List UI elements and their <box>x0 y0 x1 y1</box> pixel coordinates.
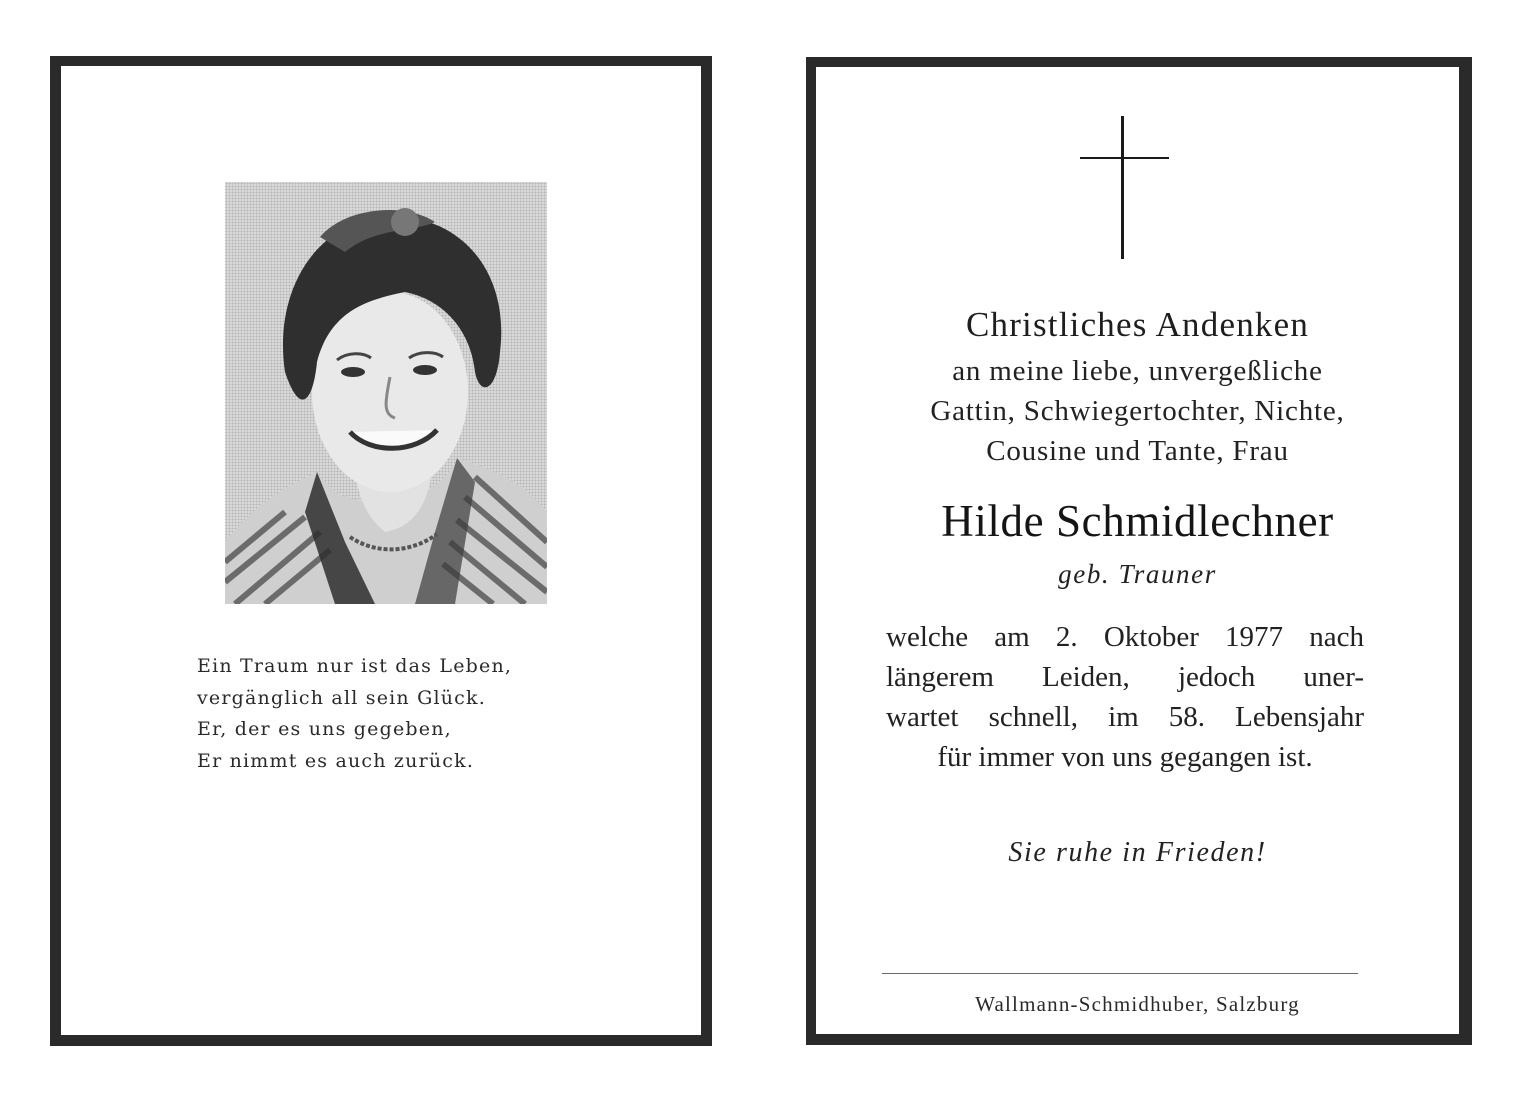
intro-line: Cousine und Tante, Frau <box>986 435 1289 467</box>
divider <box>882 973 1358 974</box>
poem-line: Er nimmt es auch zurück. <box>197 749 475 772</box>
blessing: Sie ruhe in Frieden! <box>1008 837 1267 868</box>
poem-line: vergänglich all sein Glück. <box>197 686 486 709</box>
printer-credit: Wallmann-Schmidhuber, Salzburg <box>975 992 1300 1016</box>
body-line: wartet schnell, im 58. Lebensjahr <box>886 701 1364 733</box>
poem-line: Ein Traum nur ist das Leben, <box>197 655 513 677</box>
body-text <box>886 617 1364 777</box>
intro-line: an meine liebe, unvergeßliche <box>952 355 1323 387</box>
body-line: für immer von uns gegangen ist. <box>937 741 1313 773</box>
intro-line: Gattin, Schwiegertochter, Nichte, <box>930 395 1345 427</box>
body-line: welche am 2. Oktober 1977 nach <box>886 621 1364 653</box>
left-card <box>50 56 712 1046</box>
poem <box>197 651 577 777</box>
portrait-photo <box>225 182 547 604</box>
deceased-name: Hilde Schmidlechner <box>941 496 1334 546</box>
body-line: längerem Leiden, jedoch uner- <box>886 661 1364 693</box>
maiden-name: geb. Trauner <box>1058 559 1217 589</box>
intro-text <box>816 351 1459 471</box>
poem-line: Er, der es uns gegeben, <box>197 718 452 740</box>
right-card <box>806 57 1472 1045</box>
heading: Christliches Andenken <box>965 305 1310 344</box>
